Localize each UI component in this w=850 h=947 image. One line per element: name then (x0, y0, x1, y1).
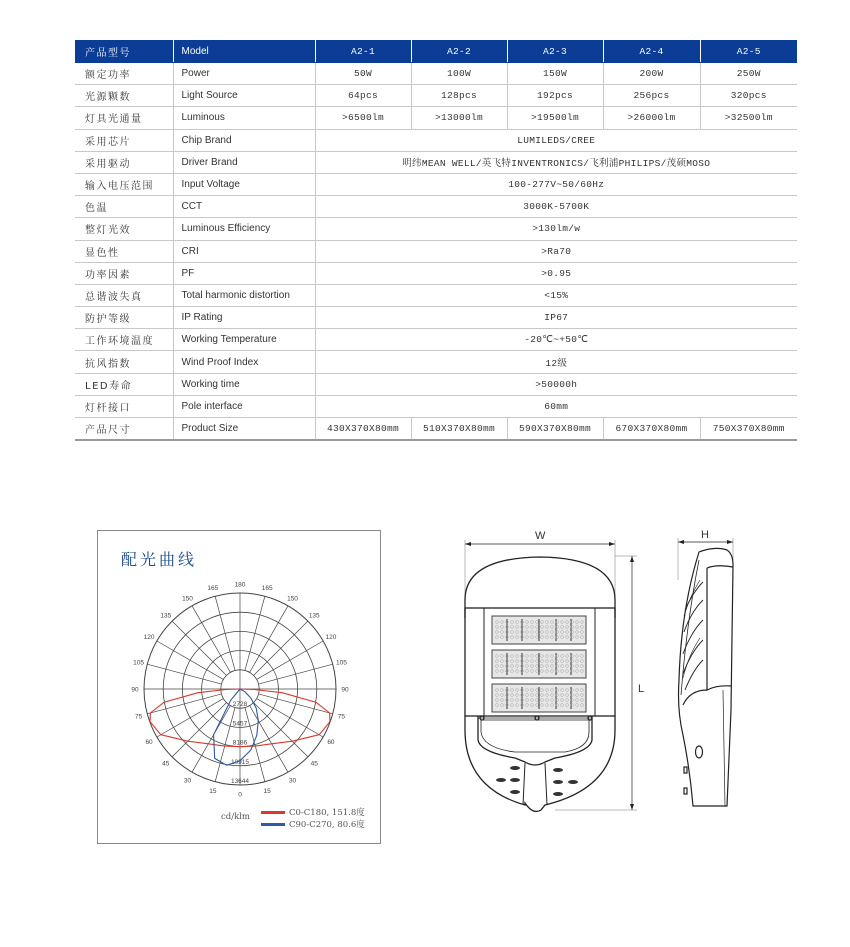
table-row (75, 173, 797, 195)
row-value: 250W (700, 63, 797, 85)
dimension-drawing (455, 520, 765, 820)
legend-swatch-blue (261, 823, 285, 826)
angle-tick-label: 60 (145, 739, 153, 746)
table-row (75, 218, 797, 240)
polar-spoke (157, 641, 224, 679)
row-label-cn: 输入电压范围 (75, 173, 173, 195)
row-label-en: Working Temperature (173, 329, 315, 351)
row-label-en: Pole interface (173, 395, 315, 417)
legend-swatch-red (261, 811, 285, 814)
width-label: W (535, 530, 546, 542)
angle-tick-label: 165 (261, 585, 273, 593)
row-label-en: Working time (173, 373, 315, 395)
angle-tick-label: 135 (308, 612, 320, 620)
polar-spoke (215, 596, 235, 670)
row-label-cn: 光源颗数 (75, 85, 173, 107)
row-value: 192pcs (507, 85, 603, 107)
angle-tick-label: 15 (209, 787, 217, 795)
angle-tick-label: 45 (310, 760, 318, 768)
row-value: >50000h (315, 373, 797, 395)
angle-tick-label: 0 (238, 791, 242, 799)
row-label-cn: 采用驱动 (75, 151, 173, 173)
row-label-en: Wind Proof Index (173, 351, 315, 373)
angle-tick-label: 135 (160, 612, 172, 620)
row-value: >6500lm (315, 107, 411, 129)
row-label-cn: LED寿命 (75, 373, 173, 395)
row-value: 64pcs (315, 85, 411, 107)
polar-spoke (147, 664, 221, 684)
angle-tick-label: 90 (341, 686, 349, 694)
table-row (75, 196, 797, 218)
table-row (75, 262, 797, 284)
polar-spoke (172, 621, 226, 675)
row-value: >32500lm (700, 107, 797, 129)
table-row (75, 373, 797, 395)
row-label-cn: 灯具光通量 (75, 107, 173, 129)
row-value: 430X370X80mm (315, 418, 411, 441)
row-value: 60mm (315, 395, 797, 417)
row-label-en: Input Voltage (173, 173, 315, 195)
table-row (75, 129, 797, 151)
header-model: A2-1 (315, 40, 411, 63)
angle-tick-label: 105 (335, 659, 347, 667)
row-label-en: Total harmonic distortion (173, 284, 315, 306)
row-label-en: Chip Brand (173, 129, 315, 151)
angle-tick-label: 120 (325, 634, 337, 641)
angle-tick-label: 105 (133, 659, 145, 667)
polar-spoke (157, 699, 224, 737)
polar-spoke (254, 703, 308, 757)
radial-tick-label: 5457 (232, 720, 248, 728)
row-value: >13000lm (411, 107, 507, 129)
row-value: <15% (315, 284, 797, 306)
row-value: 320pcs (700, 85, 797, 107)
angle-tick-label: 90 (131, 686, 139, 694)
row-value: >19500lm (507, 107, 603, 129)
angle-tick-label: 180 (234, 581, 246, 589)
row-label-cn: 整灯光效 (75, 218, 173, 240)
radial-tick-label: 13644 (230, 778, 250, 785)
table-row (75, 107, 797, 129)
header-model: A2-2 (411, 40, 507, 63)
row-value: IP67 (315, 307, 797, 329)
header-model: A2-4 (603, 40, 700, 63)
table-row (75, 151, 797, 173)
row-value: >0.95 (315, 262, 797, 284)
row-label-cn: 防护等级 (75, 307, 173, 329)
row-value: LUMILEDS/CREE (315, 129, 797, 151)
row-label-en: Luminous (173, 107, 315, 129)
row-label-cn: 灯杆接口 (75, 395, 173, 417)
row-label-cn: 色温 (75, 196, 173, 218)
row-label-cn: 显色性 (75, 240, 173, 262)
chart-legend (261, 806, 365, 830)
spec-table (75, 40, 797, 441)
table-header-row (75, 40, 797, 63)
row-label-cn: 总谐波失真 (75, 284, 173, 306)
row-value: 150W (507, 63, 603, 85)
polar-spoke (192, 706, 230, 773)
table-row (75, 85, 797, 107)
angle-tick-label: 45 (162, 760, 170, 768)
height-label: H (701, 529, 709, 541)
polar-spoke (250, 606, 288, 673)
front-view (465, 530, 644, 811)
angle-tick-label: 120 (143, 634, 155, 641)
polar-chart (98, 531, 382, 845)
angle-tick-label: 60 (327, 739, 335, 746)
polar-spoke (257, 641, 324, 679)
header-model: A2-5 (700, 40, 797, 63)
row-label-en: IP Rating (173, 307, 315, 329)
angle-tick-label: 75 (337, 713, 346, 721)
row-label-cn: 额定功率 (75, 63, 173, 85)
side-view (678, 529, 733, 806)
angle-tick-label: 30 (183, 777, 192, 785)
row-label-en: CRI (173, 240, 315, 262)
table-row (75, 240, 797, 262)
light-distribution-panel (97, 530, 381, 844)
angle-tick-label: 15 (263, 787, 271, 795)
legend-item-c90 (261, 818, 365, 830)
row-value: 510X370X80mm (411, 418, 507, 441)
angle-tick-label: 165 (207, 585, 219, 593)
row-value: -20℃~+50℃ (315, 329, 797, 351)
row-value: 256pcs (603, 85, 700, 107)
angle-tick-label: 30 (288, 777, 297, 785)
length-label: L (638, 683, 645, 695)
row-label-en: CCT (173, 196, 315, 218)
row-value: 100-277V~50/60Hz (315, 173, 797, 195)
row-value: 50W (315, 63, 411, 85)
legend-item-c0 (261, 806, 365, 818)
row-value: >130lm/w (315, 218, 797, 240)
row-value: >Ra70 (315, 240, 797, 262)
row-value: 128pcs (411, 85, 507, 107)
row-label-en: Driver Brand (173, 151, 315, 173)
angle-tick-label: 150 (182, 595, 193, 603)
header-cn: 产品型号 (75, 40, 173, 63)
row-value: 100W (411, 63, 507, 85)
row-value: 590X370X80mm (507, 418, 603, 441)
polar-chart-title: 配光曲线 (121, 550, 198, 569)
row-value: 3000K-5700K (315, 196, 797, 218)
row-value: 670X370X80mm (603, 418, 700, 441)
row-label-cn: 产品尺寸 (75, 418, 173, 441)
row-label-en: Power (173, 63, 315, 85)
angle-tick-label: 75 (134, 713, 143, 721)
table-row (75, 351, 797, 373)
polar-spoke (192, 606, 230, 673)
polar-spoke (245, 596, 265, 670)
angle-tick-label: 150 (287, 595, 298, 603)
row-value: 12级 (315, 351, 797, 373)
polar-spoke (257, 699, 324, 737)
table-row (75, 329, 797, 351)
header-en: Model (173, 40, 315, 63)
row-label-cn: 功率因素 (75, 262, 173, 284)
table-row (75, 418, 797, 441)
legend-label-c0: C0-C180, 151.8度 (289, 808, 365, 818)
radial-tick-label: 2728 (232, 701, 248, 709)
legend-label-c90: C90-C270, 80.6度 (289, 820, 365, 830)
unit-label: cd/klm (221, 812, 250, 822)
row-label-cn: 抗风指数 (75, 351, 173, 373)
row-label-en: Luminous Efficiency (173, 218, 315, 240)
table-row (75, 284, 797, 306)
row-label-cn: 工作环境温度 (75, 329, 173, 351)
polar-spoke (259, 664, 333, 684)
radial-tick-label: 10915 (230, 758, 250, 766)
polar-spoke (172, 703, 226, 757)
row-label-en: Product Size (173, 418, 315, 441)
row-label-cn: 采用芯片 (75, 129, 173, 151)
row-value: 明纬MEAN WELL/英飞特INVENTRONICS/飞利浦PHILIPS/茂硕MOSO (315, 151, 797, 173)
radial-tick-label: 8186 (232, 739, 248, 747)
polar-spoke (254, 621, 308, 675)
row-value: 750X370X80mm (700, 418, 797, 441)
table-row (75, 307, 797, 329)
row-value: 200W (603, 63, 700, 85)
table-row (75, 63, 797, 85)
header-model: A2-3 (507, 40, 603, 63)
row-value: >26000lm (603, 107, 700, 129)
row-label-en: Light Source (173, 85, 315, 107)
row-label-en: PF (173, 262, 315, 284)
table-row (75, 395, 797, 417)
